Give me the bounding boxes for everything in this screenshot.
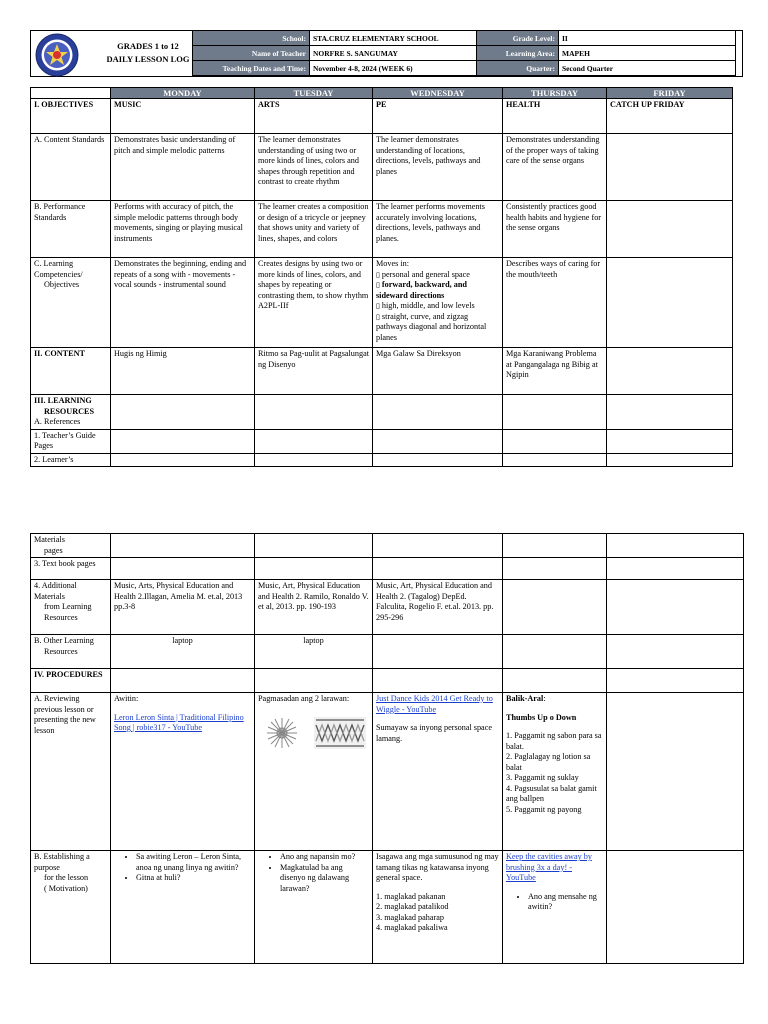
purpose-tue: [255, 851, 373, 964]
header-block: [30, 30, 743, 77]
competencies-wed-item-text: forward, backward, and sideward directions: [376, 280, 467, 300]
review-thu: [503, 693, 607, 851]
teacher-label: Name of Teacher: [193, 46, 310, 61]
performance-standards-tue: The learner creates a composition or design of a tricycle or jeepney that shows unity and variety of lines, shapes, and colors: [255, 201, 373, 258]
purpose-label-line1: B. Establishing a purpose: [34, 852, 90, 872]
purpose-wed: [373, 851, 503, 964]
additional-materials-mon: Music, Arts, Physical Education and Health 2.Illagan, Amelia M. et.al, 2013 pp.3-8: [111, 580, 255, 635]
empty-cell: [607, 453, 733, 467]
objectives-thu: HEALTH: [503, 99, 607, 134]
empty-cell: [607, 395, 733, 430]
list-item: • Ano ang napansin mo?: [280, 852, 369, 863]
objectives-wed: PE: [373, 99, 503, 134]
performance-standards-thu: Consistently practices good health habits and hygiene for the sense organs: [503, 201, 607, 258]
learners-materials-label: 2. Learner’s: [31, 453, 111, 467]
purpose-thu: [503, 851, 607, 964]
review-label: A. Reviewing previous lesson or presenting the new lesson: [31, 693, 111, 851]
school-label: School:: [193, 31, 310, 46]
list-item: • Gitna at huli?: [136, 873, 251, 884]
content-standards-mon: Demonstrates basic understanding of pitch and simple melodic patterns: [111, 134, 255, 201]
list-item: • Sa awiting Leron – Leron Sinta, anoa ng unang linya ng awitin?: [136, 852, 251, 873]
review-thu-title: Balik-Aral: [506, 694, 544, 703]
purpose-label-line2: for the lesson: [44, 873, 89, 882]
empty-cell: [503, 395, 607, 430]
list-item: 4. maglakad pakaliwa: [376, 923, 448, 932]
review-thu-heading: [506, 694, 603, 705]
just-dance-kids-youtube-link[interactable]: Just Dance Kids 2014 Get Ready to Wiggle - YouTube: [376, 694, 493, 714]
purpose-tue-list: [258, 852, 369, 894]
empty-cell: [111, 429, 255, 453]
purpose-mon: [111, 851, 255, 964]
materials-pages-row: [31, 534, 744, 558]
competencies-label: [31, 258, 111, 348]
competencies-wed-item-text: high, middle, and low levels: [381, 301, 475, 310]
content-mon: Hugis ng Himig: [111, 348, 255, 395]
competencies-row: [31, 258, 733, 348]
list-item: 2. maglakad patalikod: [376, 902, 449, 911]
additional-materials-wed: Music, Art, Physical Education and Health 2. (Tagalog) DepEd. Falculita, Rogelio F. et.al. 2013. pp. 295-296: [373, 580, 503, 635]
review-mon-intro: Awitin:: [114, 694, 139, 703]
objectives-tue: ARTS: [255, 99, 373, 134]
additional-materials-label: [31, 580, 111, 635]
radial-pattern-image: [258, 717, 306, 749]
empty-cell: [373, 635, 503, 669]
resources-label-line2: RESOURCES: [44, 406, 95, 416]
list-item: • Ano ang mensahe ng awitin?: [528, 892, 603, 913]
additional-materials-row: [31, 580, 744, 635]
other-resources-mon: laptop: [111, 635, 255, 669]
empty-cell: [503, 429, 607, 453]
objectives-label: I. OBJECTIVES: [31, 99, 111, 134]
empty-cell: [607, 534, 744, 558]
teachers-guide-label: 1. Teacher’s Guide Pages: [31, 429, 111, 453]
purpose-mon-list: [114, 852, 251, 884]
resources-label: [31, 395, 111, 430]
competencies-wed: [373, 258, 503, 348]
additional-materials-label-line2: from Learning Resources: [44, 602, 92, 622]
title-line-1: GRADES 1 to 12: [117, 41, 179, 51]
empty-cell: [503, 558, 607, 580]
purpose-thu-link-wrap: [506, 852, 603, 884]
empty-cell: [607, 851, 744, 964]
content-wed: Mga Galaw Sa Direksyon: [373, 348, 503, 395]
review-thu-item: 1. Paggamit ng sabon para sa balat.: [506, 731, 602, 751]
resources-row: [31, 395, 733, 430]
competencies-wed-item: [376, 312, 499, 344]
grade-value: II: [559, 31, 736, 46]
competencies-wed-item: [376, 301, 499, 312]
checkbox-glyph-icon: ▯: [376, 281, 380, 289]
empty-cell: [255, 453, 373, 467]
corner-cell: [31, 88, 111, 99]
empty-cell: [607, 580, 744, 635]
teacher-value: NORFRE S. SANGUMAY: [310, 46, 477, 61]
review-thu-colon: :: [543, 694, 546, 703]
review-mon: [111, 693, 255, 851]
empty-cell: [111, 453, 255, 467]
review-thu-item: 2. Paglalagay ng lotion sa balat: [506, 752, 591, 772]
empty-cell: [373, 534, 503, 558]
review-thu-item: 5. Paggamit ng payong: [506, 804, 582, 814]
empty-cell: [111, 534, 255, 558]
content-standards-thu: Demonstrates understanding of the proper ways of taking care of the sense organs: [503, 134, 607, 201]
content-fri: [607, 348, 733, 395]
quarter-label: Quarter:: [477, 61, 559, 76]
empty-cell: [607, 558, 744, 580]
additional-materials-label-line1: 4. Additional Materials: [34, 581, 77, 601]
competencies-mon: Demonstrates the beginning, ending and repeats of a song with - movements - vocal sounds - instrumental sound: [111, 258, 255, 348]
textbook-label: 3. Text book pages: [31, 558, 111, 580]
empty-cell: [503, 669, 607, 693]
purpose-thu-list: [506, 892, 603, 913]
review-thu-item: 4. Pagsusulat sa balat gamit ang ballpen: [506, 783, 597, 803]
checkbox-glyph-icon: ▯: [376, 302, 380, 310]
performance-standards-fri: [607, 201, 733, 258]
objectives-row: [31, 99, 733, 134]
other-resources-row: [31, 635, 744, 669]
empty-cell: [373, 453, 503, 467]
competencies-thu: Describes ways of caring for the mouth/teeth: [503, 258, 607, 348]
empty-cell: [607, 693, 744, 851]
pages-label: pages: [44, 545, 63, 555]
additional-materials-tue: Music, Art, Physical Education and Health 2. Ramilo, Ronaldo V. et al, 2013. pp. 190-193: [255, 580, 373, 635]
performance-standards-mon: Performs with accuracy of pitch, the simple melodic patterns through body movements, singing or playing musical instruments: [111, 201, 255, 258]
school-value: STA.CRUZ ELEMENTARY SCHOOL: [310, 31, 477, 46]
checkbox-glyph-icon: ▯: [376, 270, 380, 279]
review-tue: [255, 693, 373, 851]
design-images: [258, 717, 369, 749]
other-resources-label: [31, 635, 111, 669]
textbook-row: [31, 558, 744, 580]
deped-seal-icon: [35, 33, 79, 77]
empty-cell: [373, 558, 503, 580]
empty-cell: [607, 635, 744, 669]
review-wed: [373, 693, 503, 851]
empty-cell: [607, 429, 733, 453]
empty-cell: [503, 635, 607, 669]
review-thu-item: 3. Paggamit ng suklay: [506, 773, 579, 782]
dates-value: November 4-8, 2024 (WEEK 6): [310, 61, 477, 76]
day-thursday: THURSDAY: [503, 88, 607, 99]
empty-cell: [255, 395, 373, 430]
day-wednesday: WEDNESDAY: [373, 88, 503, 99]
empty-cell: [255, 534, 373, 558]
review-mon-link-wrap: [114, 713, 251, 734]
materials-pages-label: [31, 534, 111, 558]
empty-cell: [503, 453, 607, 467]
empty-cell: [373, 395, 503, 430]
striped-pattern-image: [314, 717, 366, 749]
lesson-table-page-2: [30, 533, 744, 964]
review-thu-sub: Thumbs Up o Down: [506, 712, 577, 722]
performance-standards-wed: The learner performs movements accurately involving locations, directions, levels, pathways and planes.: [373, 201, 503, 258]
purpose-label-line3: ( Motivation): [44, 883, 88, 893]
content-tue: Ritmo sa Pag-uulit at Pagsalungat ng Disenyo: [255, 348, 373, 395]
procedures-label: IV. PROCEDURES: [31, 669, 111, 693]
empty-cell: [255, 669, 373, 693]
day-monday: MONDAY: [111, 88, 255, 99]
dates-label: Teaching Dates and Time:: [193, 61, 310, 76]
objectives-fri: CATCH UP FRIDAY: [607, 99, 733, 134]
brushing-cavities-youtube-link[interactable]: Keep the cavities away by brushing 3x a day! - YouTube: [506, 852, 592, 882]
competencies-wed-item: [376, 270, 499, 281]
day-friday: FRIDAY: [607, 88, 733, 99]
content-standards-row: [31, 134, 733, 201]
competencies-label-line1: C. Learning Competencies/: [34, 259, 83, 279]
content-standards-label: A. Content Standards: [31, 134, 111, 201]
competencies-fri: [607, 258, 733, 348]
day-header-row: [31, 88, 733, 99]
competencies-tue: Creates designs by using two or more kinds of lines, colors, and shapes by repeating or contrasting them, to show rhythm A2PL-IIf: [255, 258, 373, 348]
quarter-value: Second Quarter: [559, 61, 736, 76]
procedures-row: [31, 669, 744, 693]
list-item: • Magkatulad ba ang disenyo ng dalawang larawan?: [280, 863, 369, 895]
empty-cell: [607, 669, 744, 693]
content-standards-fri: [607, 134, 733, 201]
review-wed-link-wrap: [376, 694, 499, 715]
empty-cell: [373, 669, 503, 693]
purpose-row: [31, 851, 744, 964]
purpose-wed-list: [376, 892, 499, 934]
area-value: MAPEH: [559, 46, 736, 61]
review-tue-text: Pagmasadan ang 2 larawan:: [258, 694, 350, 703]
review-thu-list: [506, 731, 603, 815]
review-wed-text: Sumayaw sa inyong personal space lamang.: [376, 723, 492, 743]
empty-cell: [373, 429, 503, 453]
competencies-wed-item-text: straight, curve, and zigzag pathways diagonal and horizontal planes: [376, 311, 487, 342]
empty-cell: [503, 580, 607, 635]
empty-cell: [503, 534, 607, 558]
title-line-2: DAILY LESSON LOG: [106, 54, 190, 64]
checkbox-glyph-icon: ▯: [376, 312, 380, 321]
other-resources-label-line2: Resources: [44, 646, 78, 656]
grade-label: Grade Level:: [477, 31, 559, 46]
resources-label-line1: III. LEARNING: [34, 396, 92, 405]
empty-cell: [111, 558, 255, 580]
competencies-wed-item-text: personal and general space: [381, 269, 470, 279]
empty-cell: [255, 429, 373, 453]
other-resources-tue: laptop: [255, 635, 373, 669]
other-resources-label-line1: B. Other Learning: [34, 636, 94, 645]
competencies-label-line2: Objectives: [44, 280, 80, 289]
content-label: II. CONTENT: [31, 348, 111, 395]
empty-cell: [111, 669, 255, 693]
purpose-wed-intro: Isagawa ang mga sumusunod ng may tamang tikas ng katawansa inyong general space.: [376, 852, 499, 882]
competencies-wed-item: [376, 280, 499, 301]
list-item: 3. maglakad paharap: [376, 912, 444, 922]
references-label: A. References: [34, 417, 81, 426]
competencies-wed-intro: Moves in:: [376, 259, 409, 268]
purpose-label: [31, 851, 111, 964]
performance-standards-label: B. Performance Standards: [31, 201, 111, 258]
lesson-table-page-1: [30, 87, 733, 467]
area-label: Learning Area:: [477, 46, 559, 61]
performance-standards-row: [31, 201, 733, 258]
content-thu: Mga Karaniwang Problema at Pangangalaga ng Bibig at Ngipin: [503, 348, 607, 395]
empty-cell: [111, 395, 255, 430]
empty-cell: [255, 558, 373, 580]
day-tuesday: TUESDAY: [255, 88, 373, 99]
list-item: 1. maglakad pakanan: [376, 891, 446, 901]
content-standards-wed: The learner demonstrates understanding of locations, directions, levels, pathways and planes: [373, 134, 503, 201]
review-row: [31, 693, 744, 851]
learners-materials-row: [31, 453, 733, 467]
content-row: [31, 348, 733, 395]
objectives-mon: MUSIC: [111, 99, 255, 134]
materials-label: Materials: [34, 535, 65, 544]
header-info-table: [192, 30, 736, 76]
content-standards-tue: The learner demonstrates understanding of using two or more kinds of lines, colors and shapes through repetition and contrast to create rhythm: [255, 134, 373, 201]
teachers-guide-row: [31, 429, 733, 453]
leron-leron-sinta-youtube-link[interactable]: Leron Leron Sinta | Traditional Filipino Song | robie317 - YouTube: [114, 712, 244, 732]
